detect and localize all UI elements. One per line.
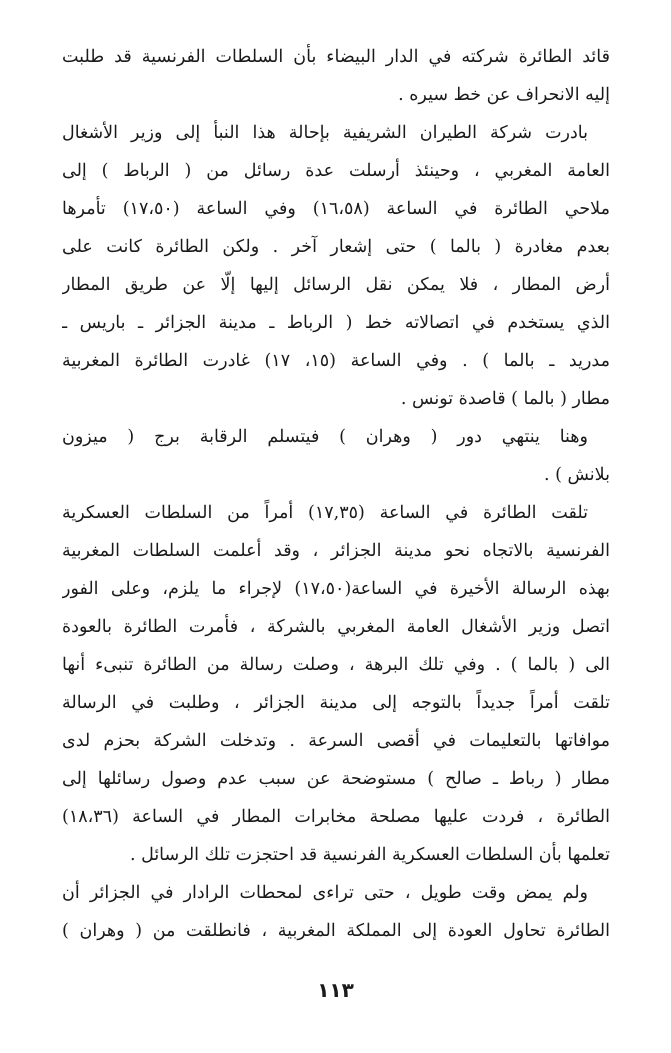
text-line: الفرنسية بالاتجاه نحو مدينة الجزائر ، وقد أعلمت السلطات المغربية <box>62 541 610 561</box>
text-line: مطار ( بالما ) قاصدة تونس . <box>400 389 610 409</box>
text-line: الطائرة ، فردت عليها مصلحة مخابرات المطار في الساعة (١٨،٣٦) <box>62 807 610 827</box>
text-line: تلقت أمراً جديداً بالتوجه إلى مدينة الجزائر ، وطلبت في الرسالة <box>62 693 610 713</box>
text-line: إليه الانحراف عن خط سيره . <box>398 85 610 105</box>
paragraph <box>62 418 610 494</box>
page-number: ١١٣ <box>317 978 354 1002</box>
text-line: موافاتها بالتعليمات في أقصى السرعة . وتدخلت الشركة بحزم لدى <box>62 731 610 751</box>
text-line: بعدم مغادرة ( بالما ) حتى إشعار آخر . ولكن الطائرة كانت على <box>62 237 610 257</box>
text-line: وهنا ينتهي دور ( وهران ) فيتسلم الرقابة برج ( ميزون <box>62 427 588 447</box>
paragraph <box>62 874 610 950</box>
text-line: اتصل وزير الأشغال العامة المغربي بالشركة ، فأمرت الطائرة بالعودة <box>62 617 610 637</box>
text-line: الطائرة تحاول العودة إلى المملكة المغربية ، فانطلقت من ( وهران ) <box>62 921 610 941</box>
text-line: ملاحي الطائرة في الساعة (١٦،٥٨) وفي الساعة (١٧،٥٠) تأمرها <box>62 199 610 219</box>
paragraph <box>62 494 610 874</box>
text-line: أرض المطار ، فلا يمكن نقل الرسائل إليها إلّا عن طريق المطار <box>62 275 610 295</box>
paragraph <box>62 38 610 114</box>
text-line: مدريد ـ بالما ) . وفي الساعة (١٥، ١٧) غادرت الطائرة المغربية <box>62 351 610 371</box>
text-line: تعلمها بأن السلطات العسكرية الفرنسية قد احتجزت تلك الرسائل . <box>129 845 610 865</box>
text-line: العامة المغربي ، وحينئذ أرسلت عدة رسائل من ( الرباط ) إلى <box>62 161 610 181</box>
paragraph <box>62 114 610 418</box>
text-line: بلانش ) . <box>543 465 610 485</box>
text-line: بادرت شركة الطيران الشريفية بإحالة هذا النبأ إلى وزير الأشغال <box>62 123 588 143</box>
text-line: الذي يستخدم في اتصالاته خط ( الرباط ـ مدينة الجزائر ـ باريس ـ <box>62 313 610 333</box>
text-line: بهذه الرسالة الأخيرة في الساعة(١٧،٥٠) لإجراء ما يلزم، وعلى الفور <box>62 579 610 599</box>
text-line: الى ( بالما ) . وفي تلك البرهة ، وصلت رسالة من الطائرة تنبىء أنها <box>62 655 610 675</box>
text-line: قائد الطائرة شركته في الدار البيضاء بأن السلطات الفرنسية قد طلبت <box>62 47 610 67</box>
text-line: ولم يمض وقت طويل ، حتى تراءى لمحطات الرادار في الجزائر أن <box>62 883 588 903</box>
text-line: مطار ( رباط ـ صالح ) مستوضحة عن سبب عدم وصول رسائلها إلى <box>62 769 610 789</box>
text-line: تلقت الطائرة في الساعة (١٧,٣٥) أمراً من السلطات العسكرية <box>62 503 588 523</box>
book-page-text <box>62 38 610 950</box>
